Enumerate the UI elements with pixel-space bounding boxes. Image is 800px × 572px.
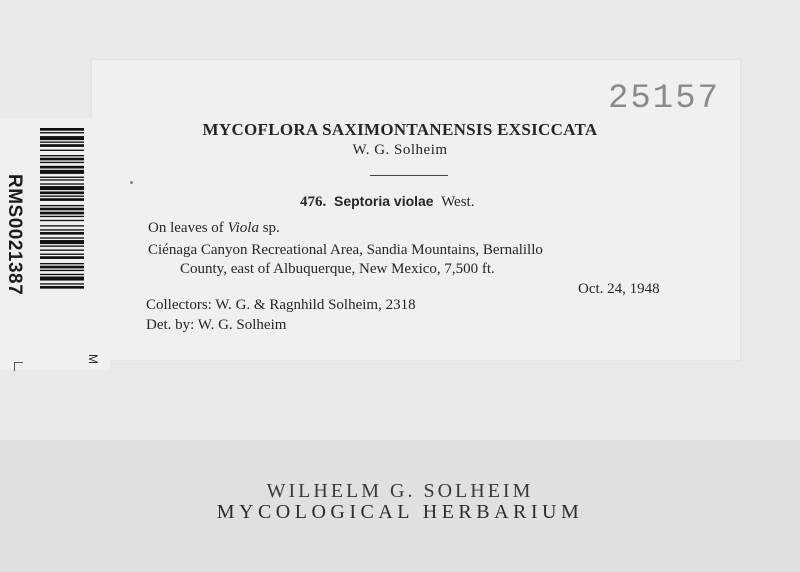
barcode-bar xyxy=(40,198,84,201)
locality-line-2: County, east of Albuquerque, New Mexico, 7,500 ft. xyxy=(180,261,495,277)
barcode-bar xyxy=(40,179,84,180)
barcode-bar xyxy=(40,240,84,244)
locality-line-1: Ciénaga Canyon Recreational Area, Sandia Mountains, Bernalillo xyxy=(148,242,543,258)
barcode-bar xyxy=(40,212,84,215)
barcode-bar xyxy=(40,150,84,151)
label-title: MYCOFLORA SAXIMONTANENSIS EXSICCATA xyxy=(202,120,598,139)
barcode-bar xyxy=(40,128,84,131)
barcode-bar xyxy=(40,254,84,255)
host-suffix: sp. xyxy=(262,220,280,236)
determiner: Det. by: W. G. Solheim xyxy=(146,317,287,333)
barcode-bar xyxy=(40,177,84,178)
barcode-suffix: M xyxy=(86,354,100,364)
collectors: Collectors: W. G. & Ragnhild Solheim, 2318 xyxy=(146,297,416,313)
label-author: W. G. Solheim xyxy=(352,142,448,158)
barcode-bar xyxy=(40,162,84,163)
barcode-bar xyxy=(40,144,84,147)
barcode-bar xyxy=(40,250,84,251)
barcode-bar xyxy=(40,208,84,211)
barcode-bar xyxy=(40,232,84,235)
barcode-bar xyxy=(40,136,84,140)
speck xyxy=(130,181,133,184)
barcode-bar xyxy=(40,266,84,269)
barcode-bar xyxy=(40,225,84,226)
barcode-bar xyxy=(40,216,84,217)
species-line xyxy=(300,193,474,211)
barcode-bar xyxy=(40,237,84,238)
barcode-bar xyxy=(40,270,84,271)
barcode-bar xyxy=(40,205,84,206)
herbarium-name: WILHELM G. SOLHEIM xyxy=(266,480,534,502)
barcode-bar xyxy=(40,132,84,133)
collection-date: Oct. 24, 1948 xyxy=(578,281,660,297)
corner-mark xyxy=(14,362,23,371)
divider xyxy=(370,175,448,176)
barcode-bar xyxy=(40,256,84,259)
barcode-bar xyxy=(40,183,84,184)
barcode-icon xyxy=(40,128,84,342)
herbarium-type: MYCOLOGICAL HERBARIUM xyxy=(216,501,584,523)
species-number: 476. xyxy=(300,194,327,210)
barcode-bar xyxy=(40,191,84,194)
barcode-bar xyxy=(40,277,84,281)
host-line xyxy=(148,220,280,237)
barcode-bar xyxy=(40,245,84,246)
barcode-bar xyxy=(40,166,84,169)
host-genus: Viola xyxy=(227,220,259,236)
barcode-bar xyxy=(40,158,84,161)
host-prefix: On leaves of xyxy=(148,220,224,236)
barcode-bar xyxy=(40,283,84,284)
barcode-bar xyxy=(40,220,84,221)
species-name: Septoria violae xyxy=(334,193,434,209)
barcode-bar xyxy=(40,142,84,143)
species-authority: West. xyxy=(441,194,475,210)
specimen-sheet: 25157 MYCOFLORA SAXIMONTANENSIS EXSICCATA W. G. Solheim 476. Septoria violae West. On leaves of Viola sp. Ciénaga Canyon Recreational Area, Sandia Mountains, Bernalillo County, east of Albuquerque, New Mexico, 7,500 ft. Oct. 24, 1948 Collectors: W. G. & Ragnhild Solheim, 2318 Det. by: W. G. Solheim RMS0021387 M WILHELM G. SOLHEIM MYCOLOGICAL HERBARIUM xyxy=(0,0,800,572)
barcode-bar xyxy=(40,196,84,197)
barcode-bar xyxy=(40,286,84,289)
barcode-bar xyxy=(40,170,84,174)
barcode-bar xyxy=(40,155,84,156)
accession-number: 25157 xyxy=(608,80,721,118)
barcode-bar xyxy=(40,229,84,230)
barcode-bar xyxy=(40,263,84,264)
barcode-bar xyxy=(40,274,84,275)
barcode-bar xyxy=(40,186,84,190)
